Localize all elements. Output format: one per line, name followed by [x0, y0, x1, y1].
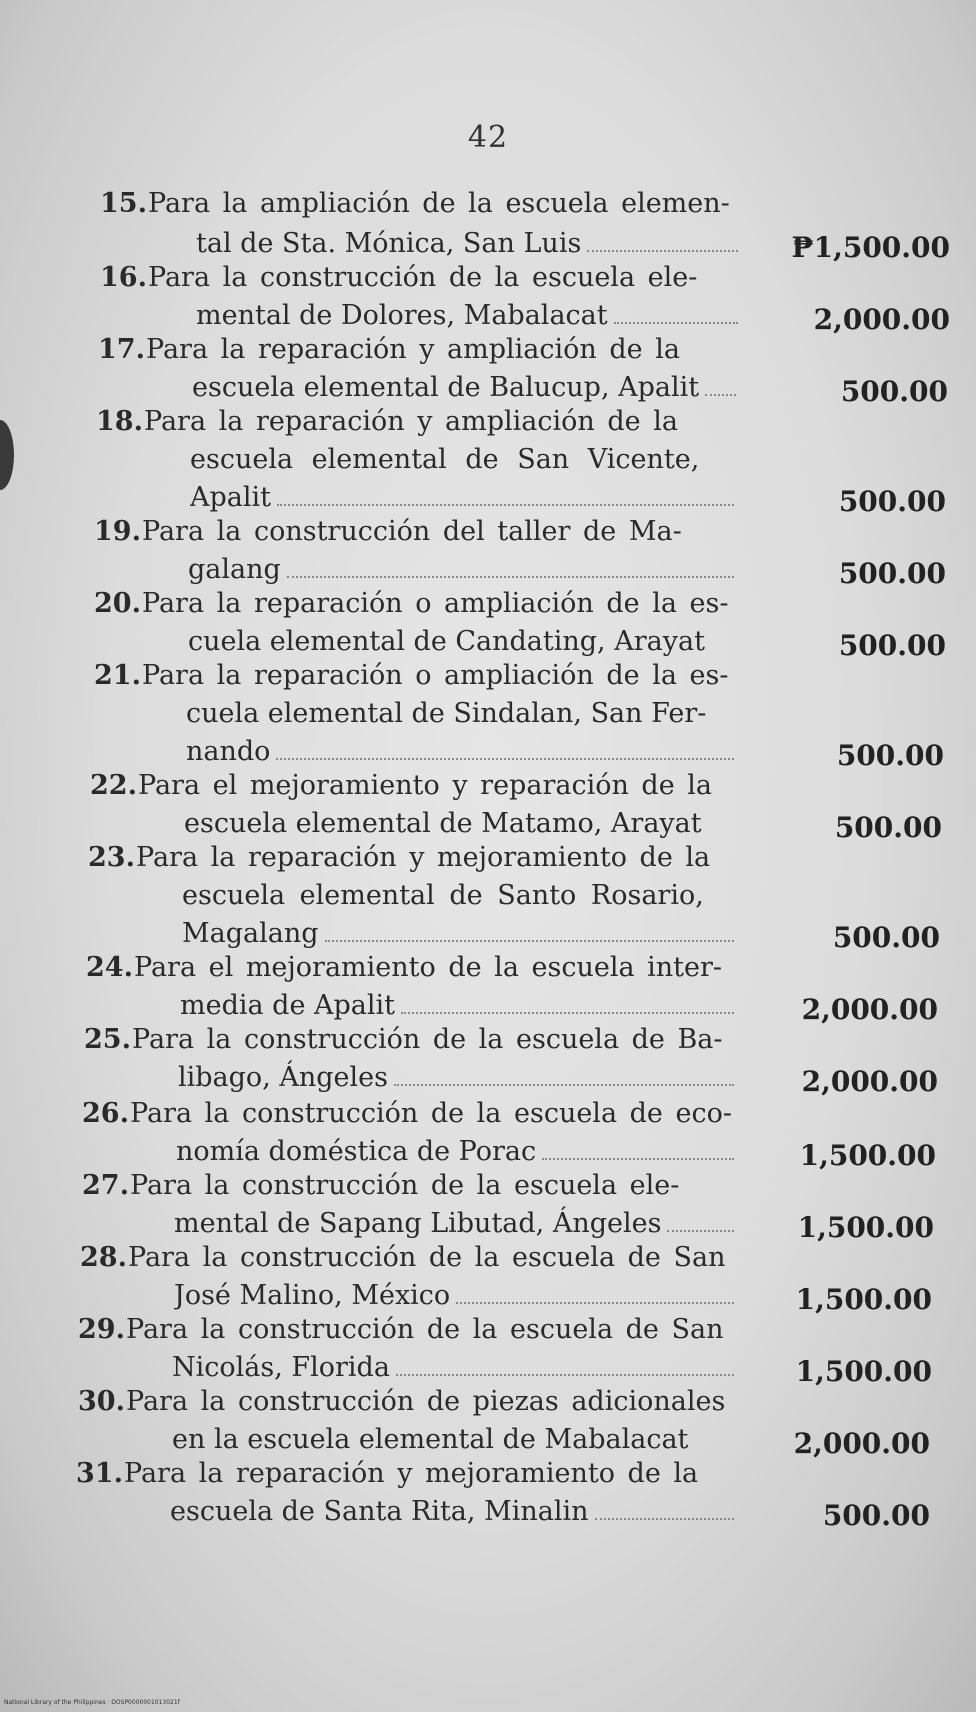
entry-number: 16.	[100, 262, 147, 293]
entry-first-line	[84, 1020, 740, 1060]
entry-number: 25.	[84, 1024, 131, 1055]
entry-amount: 2,000.00	[793, 1427, 930, 1460]
entry-text: Nicolás, Florida	[172, 1352, 390, 1383]
entry-text: tal de Sta. Mónica, San Luis	[196, 228, 582, 259]
entry-amount: 1,500.00	[795, 1355, 932, 1388]
entry-number: 22.	[90, 770, 137, 801]
dot-leader	[401, 1011, 734, 1014]
dot-leader	[456, 1301, 734, 1304]
entry-first-line	[96, 402, 736, 442]
entry-amount: 500.00	[834, 811, 942, 844]
entry-text: Para la reparación y mejoramiento de la	[136, 842, 711, 873]
entry-first-line	[80, 1238, 740, 1278]
entry-text: escuela elemental de Matamo, Arayat	[184, 808, 702, 839]
entry-text: escuela elemental de Balucup, Apalit	[192, 372, 700, 403]
entry-text: Para la construcción de la escuela ele-	[130, 1170, 680, 1201]
entry-amount: 1,500.00	[799, 1139, 936, 1172]
entry-number: 27.	[82, 1170, 129, 1201]
entry-text: Para la reparación y ampliación de la	[144, 406, 678, 437]
entry-text: Para la construcción de la escuela ele-	[148, 262, 698, 293]
entry-text: Para la reparación o ampliación de la es-	[142, 588, 729, 619]
entry-text: libago, Ángeles	[178, 1062, 388, 1093]
entry-number: 31.	[76, 1458, 123, 1489]
entry-middle-line	[190, 440, 740, 480]
dot-leader	[287, 575, 734, 578]
dot-leader	[614, 321, 738, 324]
entry-amount: 1,500.00	[795, 1283, 932, 1316]
entry-text: nando	[186, 736, 271, 767]
dot-leader	[587, 249, 738, 252]
entry-text: galang	[188, 554, 281, 585]
dot-leader	[705, 393, 736, 396]
entry-text: Para la construcción de la escuela de eco-	[130, 1098, 732, 1129]
entry-amount: 2,000.00	[813, 303, 950, 336]
entry-number: 21.	[94, 660, 141, 691]
entry-first-line	[94, 512, 734, 552]
entry-text: Para la reparación o ampliación de la es-	[142, 660, 729, 691]
entry-number: 30.	[78, 1386, 125, 1417]
entry-number: 19.	[94, 516, 141, 547]
entry-number: 26.	[82, 1098, 129, 1129]
entry-first-line	[94, 656, 740, 696]
entry-text: Para la construcción de la escuela de San	[128, 1242, 726, 1273]
dot-leader	[542, 1157, 734, 1160]
dot-leader	[396, 1373, 734, 1376]
entry-first-line	[82, 1094, 740, 1134]
entry-first-line	[100, 258, 740, 298]
entry-text: Para el mejoramiento de la escuela inter-	[134, 952, 723, 983]
entry-number: 29.	[78, 1314, 125, 1345]
entry-text: Para la ampliación de la escuela elemen-	[148, 188, 730, 219]
entry-first-line	[76, 1454, 740, 1494]
entry-amount: 2,000.00	[801, 1065, 938, 1098]
entry-number: 23.	[88, 842, 135, 873]
page-number: 42	[467, 120, 509, 155]
entry-amount: 1,500.00	[797, 1211, 934, 1244]
entry-first-line	[94, 584, 740, 624]
entry-amount: 500.00	[838, 557, 946, 590]
scan-credit: National Library of the Philippines · DOSP0000001013021f	[4, 1699, 180, 1706]
dot-leader	[667, 1229, 734, 1232]
entry-amount: 500.00	[832, 921, 940, 954]
entry-number: 28.	[80, 1242, 127, 1273]
entry-text: en la escuela elemental de Mabalacat	[172, 1424, 689, 1455]
entry-text: cuela elemental de Candating, Arayat	[188, 626, 705, 657]
entry-text: Para la construcción de la escuela de San	[126, 1314, 724, 1345]
entry-first-line	[88, 838, 740, 878]
entry-first-line	[98, 330, 738, 370]
entry-amount: 500.00	[838, 485, 946, 518]
entry-middle-line	[182, 876, 740, 916]
entry-text: media de Apalit	[180, 990, 396, 1021]
entry-first-line	[86, 948, 740, 988]
entry-last-line	[170, 1492, 740, 1532]
entry-amount: 500.00	[822, 1499, 930, 1532]
entry-text: escuela elemental de San Vicente,	[190, 444, 700, 475]
entry-first-line	[90, 766, 740, 806]
entry-text: mental de Dolores, Mabalacat	[196, 300, 608, 331]
entry-number: 17.	[98, 334, 145, 365]
dot-leader	[595, 1517, 735, 1520]
entry-text: escuela elemental de Santo Rosario,	[182, 880, 704, 911]
entry-amount: 500.00	[836, 739, 944, 772]
entry-first-line	[100, 184, 740, 224]
dot-leader	[394, 1083, 734, 1086]
entry-number: 18.	[96, 406, 143, 437]
entry-first-line	[82, 1166, 740, 1206]
entry-text: Para el mejoramiento y reparación de la	[138, 770, 713, 801]
entry-number: 15.	[100, 188, 147, 219]
dot-leader	[276, 757, 734, 760]
entry-text: mental de Sapang Libutad, Ángeles	[174, 1208, 662, 1239]
entry-text: Apalit	[190, 482, 271, 513]
entry-amount: ₱1,500.00	[791, 231, 950, 264]
entry-last-line	[178, 1058, 740, 1098]
entry-text: cuela elemental de Sindalan, San Fer-	[186, 698, 707, 729]
entry-number: 24.	[86, 952, 133, 983]
entry-amount: 500.00	[840, 375, 948, 408]
entry-text: Magalang	[182, 918, 319, 949]
entry-text: nomía doméstica de Porac	[176, 1136, 537, 1167]
entry-text: Para la reparación y ampliación de la	[146, 334, 680, 365]
entry-amount: 500.00	[838, 629, 946, 662]
entry-text: Para la reparación y mejoramiento de la	[124, 1458, 699, 1489]
entry-text: Para la construcción del taller de Ma-	[142, 516, 682, 547]
entry-middle-line	[186, 694, 740, 734]
entry-amount: 2,000.00	[801, 993, 938, 1026]
entry-first-line	[78, 1382, 740, 1422]
entry-first-line	[78, 1310, 740, 1350]
dot-leader	[325, 939, 734, 942]
entry-number: 20.	[94, 588, 141, 619]
entry-text: Para la construcción de la escuela de Ba-	[132, 1024, 723, 1055]
dot-leader	[277, 503, 734, 506]
entry-text: escuela de Santa Rita, Minalin	[170, 1496, 589, 1527]
entry-text: Para la construcción de piezas adicionales	[126, 1386, 726, 1417]
entry-text: José Malino, México	[174, 1280, 451, 1311]
